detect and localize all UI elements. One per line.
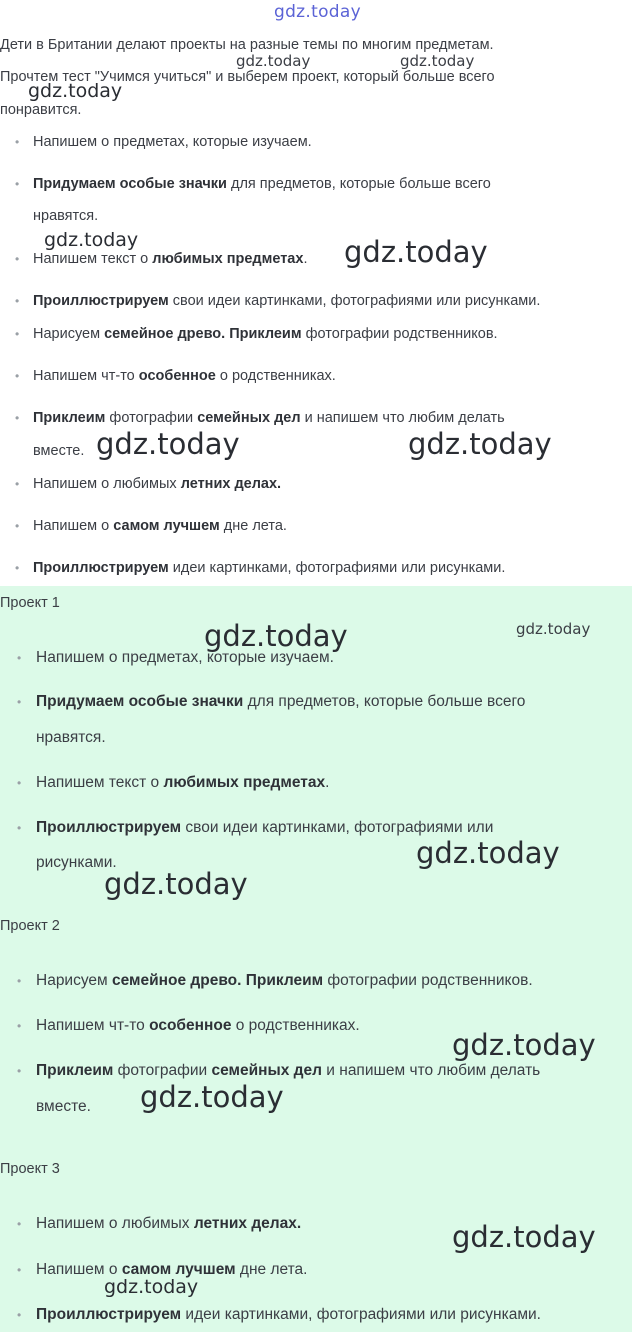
project-1-title: Проект 1 <box>0 595 60 611</box>
watermark: gdz.today <box>416 836 560 870</box>
list-item: • Напишем о предметах, которые изучаем. <box>18 126 630 159</box>
list-item-continuation: вместе. <box>36 1098 91 1115</box>
list-item: • Приклеим фотографии семейных дел и напишем что любим делать <box>20 1053 626 1089</box>
list-item: • Напишем о самом лучшем дне лета. <box>18 510 630 543</box>
list-item: • Проиллюстрируем свои идеи картинками, фотографиями или <box>20 810 626 846</box>
project-3-title: Проект 3 <box>0 1161 60 1177</box>
list-item: • Придумаем особые значки для предметов, которые больше всего <box>18 168 630 201</box>
list-item: • Приклеим фотографии семейных дел и напишем что любим делать <box>18 402 630 435</box>
list-item: • Напишем о самом лучшем дне лета. <box>20 1252 626 1288</box>
list-item: • Напишем чт-то особенное о родственниках. <box>18 360 630 393</box>
watermark: gdz.today <box>96 427 240 461</box>
list-item: • Напишем чт-то особенное о родственниках. <box>20 1008 626 1044</box>
list-item: • Проиллюстрируем идеи картинками, фотографиями или рисунками. <box>18 552 630 585</box>
watermark: gdz.today <box>204 619 348 653</box>
list-item: • Напишем о предметах, которые изучаем. <box>20 640 626 676</box>
list-item-continuation: вместе. <box>33 443 85 459</box>
list-item-continuation: нравятся. <box>36 729 106 746</box>
list-item-continuation: рисунками. <box>36 854 117 871</box>
intro-line-2: Прочтем тест "Учимся учиться" и выберем проект, который больше всего <box>0 69 495 85</box>
list-item: • Напишем текст о любимых предметах. <box>18 243 630 276</box>
watermark: gdz.today <box>452 1220 596 1254</box>
list-item: • Нарисуем семейное древо. Приклеим фотографии родственников. <box>20 963 626 999</box>
list-item: • Нарисуем семейное древо. Приклеим фотографии родственников. <box>18 318 630 351</box>
project-2-title: Проект 2 <box>0 918 60 934</box>
watermark: gdz.today <box>344 235 488 269</box>
list-item: • Проиллюстрируем свои идеи картинками, фотографиями или рисунками. <box>18 285 630 318</box>
list-item: • Придумаем особые значки для предметов, которые больше всего <box>20 684 626 720</box>
watermark: gdz.today <box>140 1080 284 1114</box>
watermark: gdz.today <box>452 1028 596 1062</box>
watermark: gdz.today <box>400 52 475 70</box>
intro-line-1: Дети в Британии делают проекты на разные темы по многим предметам. <box>0 37 494 53</box>
list-item: • Напишем о любимых летних делах. <box>20 1206 626 1242</box>
site-logo[interactable]: gdz.today <box>274 2 361 22</box>
watermark: gdz.today <box>516 620 591 638</box>
watermark: gdz.today <box>104 1276 199 1298</box>
watermark: gdz.today <box>408 427 552 461</box>
intro-line-3: понравится. <box>0 102 82 118</box>
list-item: • Проиллюстрируем идеи картинками, фотографиями или рисунками. <box>20 1297 626 1333</box>
watermark: gdz.today <box>44 229 139 251</box>
list-item: • Напишем о любимых летних делах. <box>18 468 630 501</box>
watermark: gdz.today <box>236 52 311 70</box>
watermark: gdz.today <box>28 80 123 102</box>
watermark: gdz.today <box>104 867 248 901</box>
list-item-continuation: нравятся. <box>33 208 99 224</box>
list-item: • Напишем текст о любимых предметах. <box>20 765 626 801</box>
